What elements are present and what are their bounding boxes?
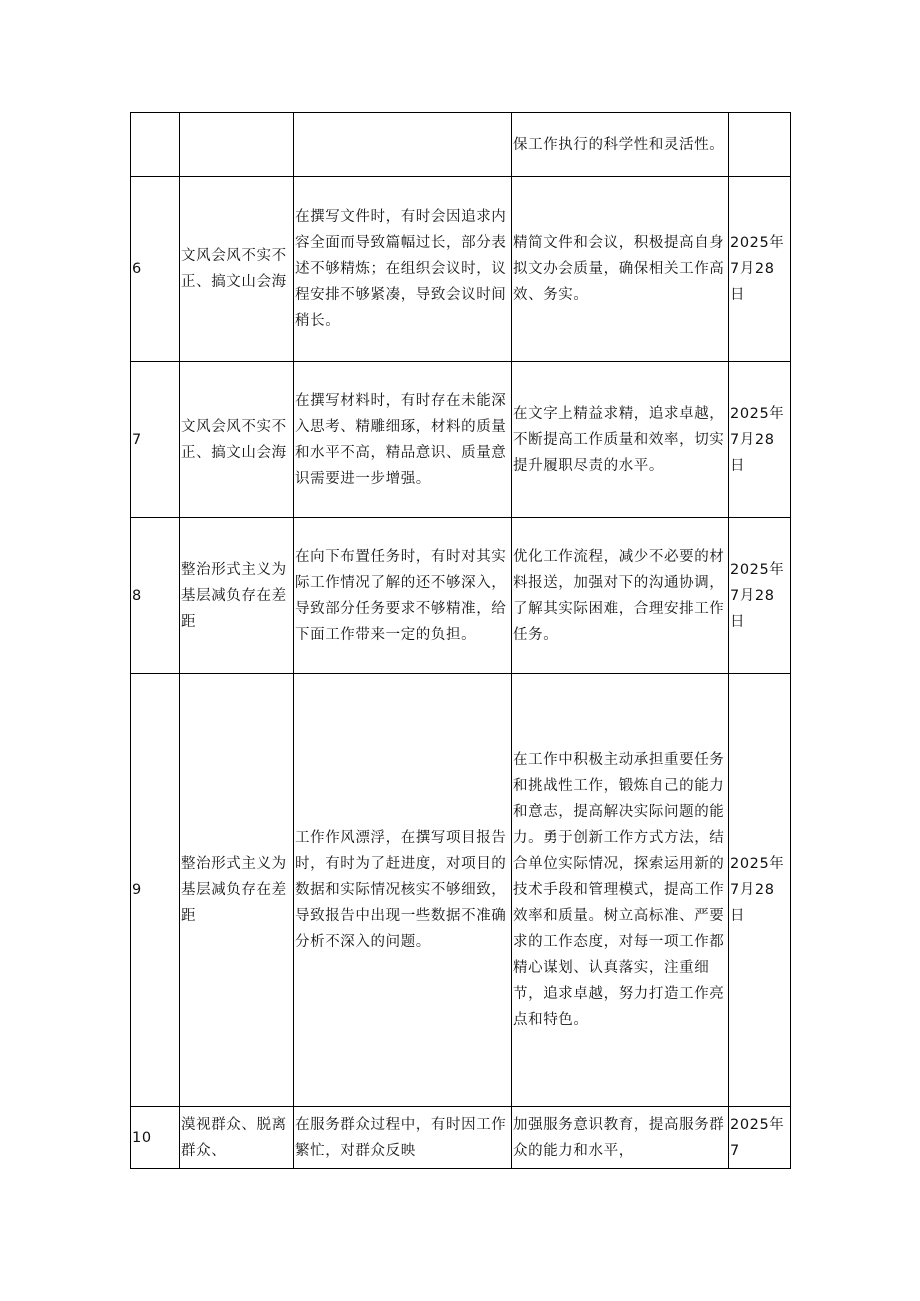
deadline-cell: 2025年7月28日 (729, 362, 791, 518)
problem-cell: 在撰写材料时，有时存在未能深入思考、精雕细琢，材料的质量和水平不高，精品意识、质量意识需要进一步增强。 (294, 362, 512, 518)
problem-cell: 在撰写文件时，有时会因追求内容全面而导致篇幅过长，部分表述不够精炼；在组织会议时，议程安排不够紧凑，导致会议时间稍长。 (294, 177, 512, 362)
row-number: 10 (131, 1107, 180, 1169)
row-number: 7 (131, 362, 180, 518)
category-cell: 整治形式主义为基层减负存在差距 (180, 674, 294, 1107)
deadline-cell: 2025年7月28日 (729, 177, 791, 362)
measure-cell: 加强服务意识教育，提高服务群众的能力和水平， (512, 1107, 729, 1169)
row-number: 6 (131, 177, 180, 362)
deadline-cell: 2025年7月28日 (729, 518, 791, 674)
table-row (131, 362, 791, 518)
row-number: 9 (131, 674, 180, 1107)
measure-cell: 优化工作流程，减少不必要的材料报送，加强对下的沟通协调，了解其实际困难，合理安排工作任务。 (512, 518, 729, 674)
problem-cell: 在向下布置任务时，有时对其实际工作情况了解的还不够深入，导致部分任务要求不够精准，给下面工作带来一定的负担。 (294, 518, 512, 674)
table-row (131, 1107, 791, 1169)
table-row (131, 518, 791, 674)
problem-cell (294, 113, 512, 177)
category-cell: 整治形式主义为基层减负存在差距 (180, 518, 294, 674)
deadline-cell (729, 113, 791, 177)
rectification-table (130, 112, 791, 1169)
category-cell: 文风会风不实不正、搞文山会海 (180, 177, 294, 362)
measure-cell: 精简文件和会议，积极提高自身拟文办会质量，确保相关工作高效、务实。 (512, 177, 729, 362)
row-number (131, 113, 180, 177)
measure-cell: 在工作中积极主动承担重要任务和挑战性工作，锻炼自己的能力和意志，提高解决实际问题的能力。勇于创新工作方式方法，结合单位实际情况，探索运用新的技术手段和管理模式，提高工作效率和质量。树立高标准、严要求的工作态度，对每一项工作都精心谋划、认真落实，注重细节，追求卓越，努力打造工作亮点和特色。 (512, 674, 729, 1107)
deadline-cell: 2025年7 (729, 1107, 791, 1169)
deadline-cell: 2025年7月28日 (729, 674, 791, 1107)
measure-cell: 在文字上精益求精，追求卓越，不断提高工作质量和效率，切实提升履职尽责的水平。 (512, 362, 729, 518)
table-row (131, 113, 791, 177)
row-number: 8 (131, 518, 180, 674)
category-cell: 漠视群众、脱离群众、 (180, 1107, 294, 1169)
table-row (131, 674, 791, 1107)
category-cell (180, 113, 294, 177)
table-row (131, 177, 791, 362)
problem-cell: 在服务群众过程中，有时因工作繁忙，对群众反映 (294, 1107, 512, 1169)
measure-cell: 保工作执行的科学性和灵活性。 (512, 113, 729, 177)
category-cell: 文风会风不实不正、搞文山会海 (180, 362, 294, 518)
problem-cell: 工作作风漂浮，在撰写项目报告时，有时为了赶进度，对项目的数据和实际情况核实不够细致，导致报告中出现一些数据不准确分析不深入的问题。 (294, 674, 512, 1107)
